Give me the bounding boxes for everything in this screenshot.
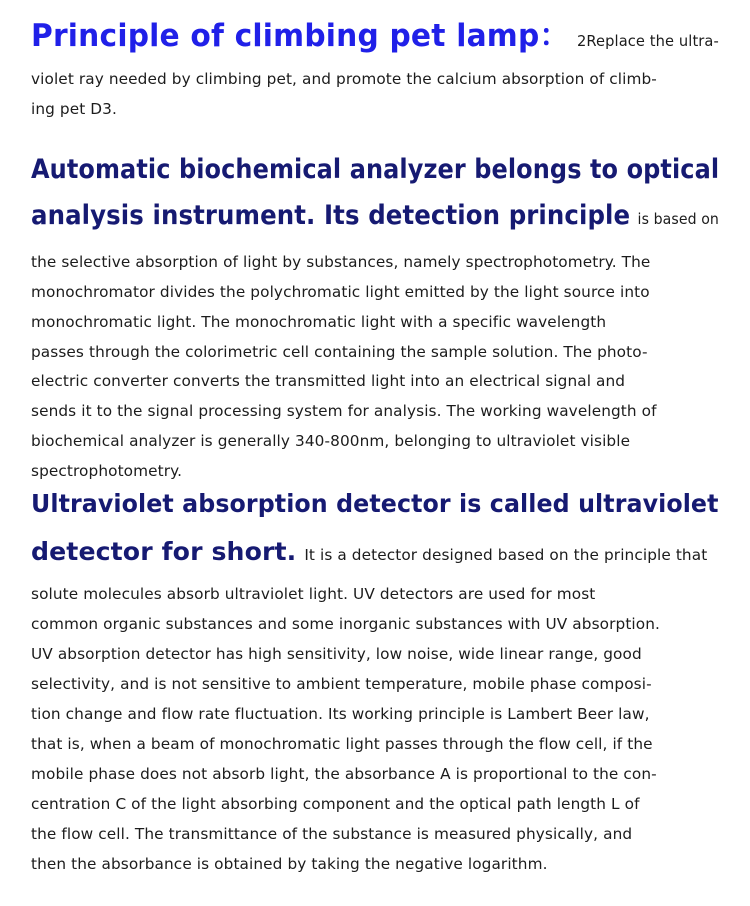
section-2-body-line: is based on — [637, 210, 719, 228]
section-3-title-line — [31, 537, 707, 566]
section-2-title-line — [31, 200, 719, 231]
section-2-heading: Automatic biochemical analyzer belongs to optical — [31, 154, 720, 185]
section-3-body-line: UV absorption detector has high sensitivity, low noise, wide linear range, good — [31, 645, 642, 663]
section-2-heading: analysis instrument. Its detection principle — [31, 200, 631, 231]
section-2-title-line — [31, 154, 719, 185]
section-1-heading: Principle of climbing pet lamp： — [31, 18, 570, 54]
section-3-body-line: It is a detector designed based on the principle that — [304, 546, 708, 564]
section-1-body-line: 2Replace the ultra- — [576, 32, 719, 50]
section-1-body-line: violet ray needed by climbing pet, and promote the calcium absorption of climb- — [31, 70, 657, 88]
section-3-body-line: centration C of the light absorbing component and the optical path length L of — [31, 795, 640, 813]
section-2-body-line: passes through the colorimetric cell containing the sample solution. The photo- — [31, 343, 648, 361]
section-2-body-line: spectrophotometry. — [31, 462, 183, 480]
section-3-title-line — [31, 489, 719, 518]
section-2-body-line: the selective absorption of light by substances, namely spectrophotometry. The — [31, 253, 651, 271]
section-3-heading: detector for short. — [31, 537, 297, 566]
section-3-body-line: then the absorbance is obtained by taking the negative logarithm. — [31, 855, 548, 873]
section-3-body-line: that is, when a beam of monochromatic light passes through the flow cell, if the — [31, 735, 653, 753]
section-1-title-line — [31, 10, 719, 55]
section-3-body-line: tion change and flow rate fluctuation. Its working principle is Lambert Beer law, — [31, 705, 650, 723]
section-2-body-line: electric converter converts the transmitted light into an electrical signal and — [31, 372, 626, 390]
section-2-body-line: monochromator divides the polychromatic light emitted by the light source into — [31, 283, 650, 301]
section-2-body-line: monochromatic light. The monochromatic light with a specific wavelength — [31, 313, 607, 331]
section-1-body-line: ing pet D3. — [31, 100, 117, 118]
section-3-body-line: mobile phase does not absorb light, the absorbance A is proportional to the con- — [31, 765, 657, 783]
section-3-body-line: the flow cell. The transmittance of the substance is measured physically, and — [31, 825, 633, 843]
section-3-body-line: solute molecules absorb ultraviolet light. UV detectors are used for most — [31, 585, 596, 603]
section-2-body-line: sends it to the signal processing system for analysis. The working wavelength of — [31, 402, 657, 420]
section-3-body-line: selectivity, and is not sensitive to ambient temperature, mobile phase composi- — [31, 675, 652, 693]
section-2-body-line: biochemical analyzer is generally 340-800nm, belonging to ultraviolet visible — [31, 432, 631, 450]
section-3-body-line: common organic substances and some inorganic substances with UV absorption. — [31, 615, 660, 633]
section-3-heading: Ultraviolet absorption detector is called ultraviolet — [31, 489, 719, 518]
